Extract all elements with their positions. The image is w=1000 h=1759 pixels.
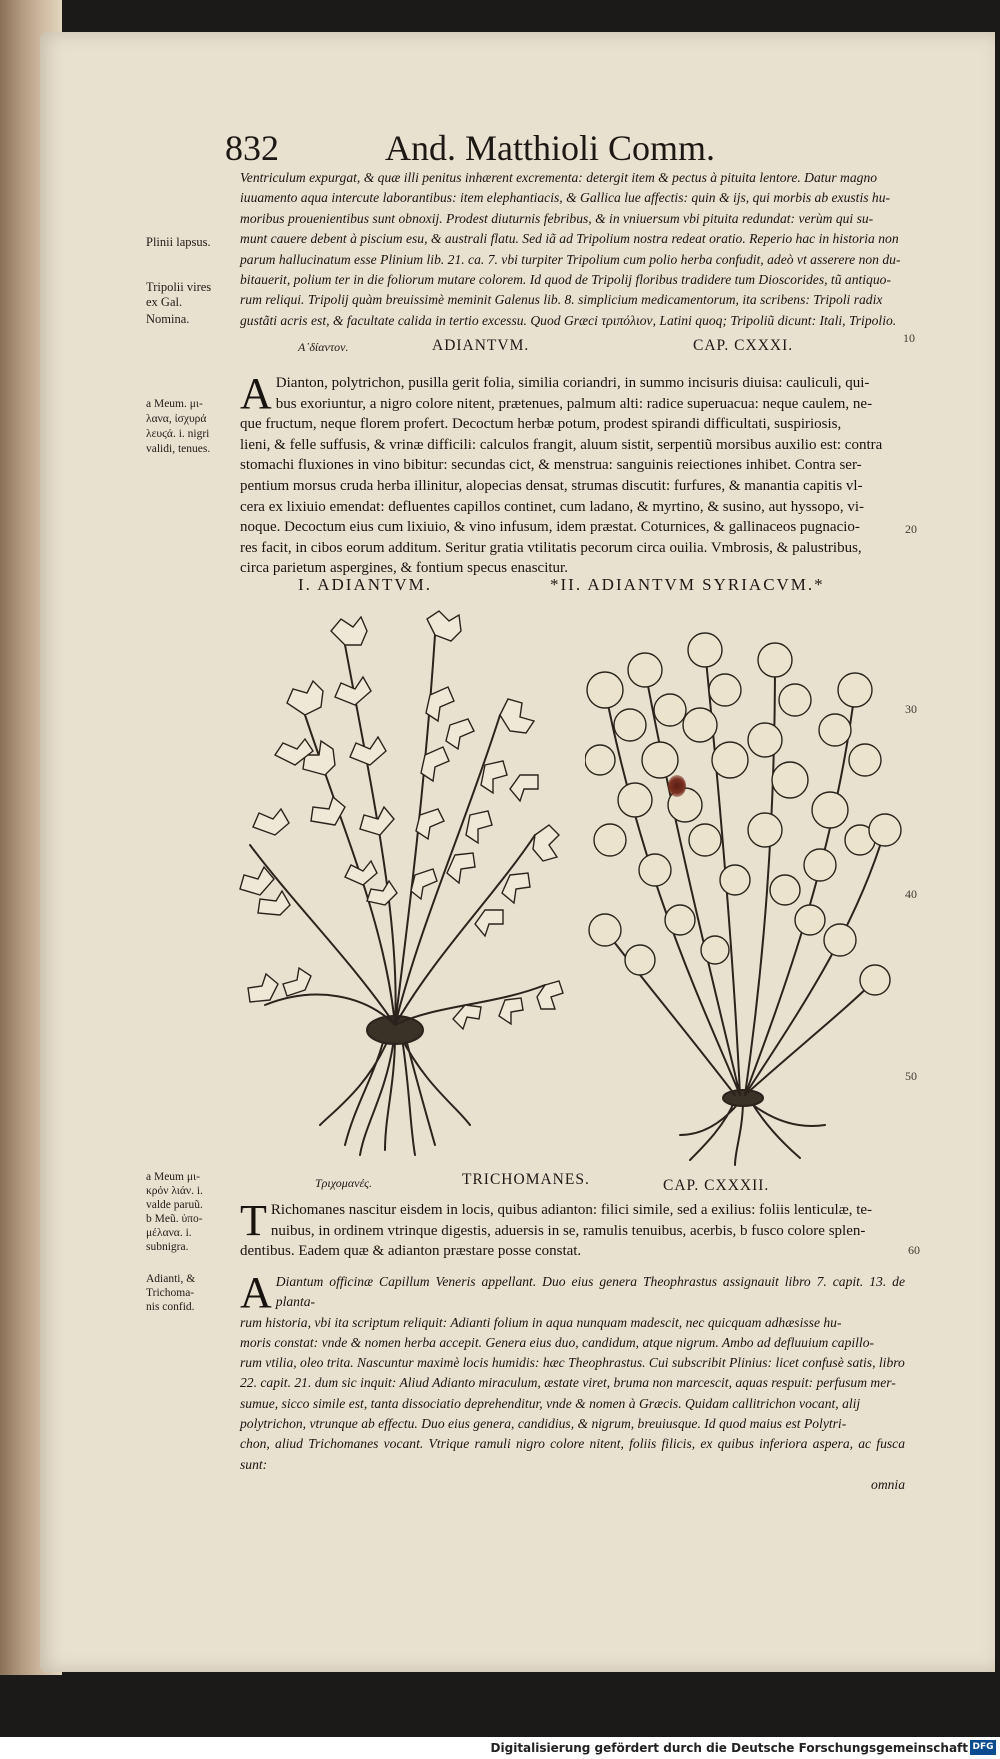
text-line: dentibus. Eadem quæ & adianton præstare posse constat. — [240, 1243, 582, 1260]
text-line: munt cauere debent à piscium esu, & australi flatu. Sed iã ad Tripolium nostra redeat oratio. Reperio hac in historia non — [240, 231, 899, 247]
text-line: circa parietum aspergines, & fontium specus enascitur. — [240, 560, 568, 577]
text-line: rum vtilia, oleo trita. Nascuntur maximè locis humidis: hæc Theophrastus. Cui subscribit Plinius: licet confusè satis, libro — [240, 1355, 905, 1371]
margin-line: Adianti, & — [146, 1273, 196, 1285]
chapter-cap-number: CAP. CXXXII. — [663, 1177, 770, 1194]
digitization-footer — [0, 1737, 1000, 1759]
text-line: polytrichon, vtrunque ab effectu. Duo eius genera, candidius, & nigrum, breuiusque. Id quod maius est Polytri- — [240, 1416, 847, 1432]
margin-note-meum-microm — [146, 1170, 246, 1254]
text-line: moris constat: vnde & nomen herba accepit. Genera eius duo, candidum, atque nigrum. Ambo ad defluuium capillo- — [240, 1334, 875, 1350]
figure-label-adiantum: I. ADIANTVM. — [298, 575, 433, 594]
chapter-title: ADIANTVM. — [432, 337, 530, 354]
top-text-block — [240, 168, 905, 331]
chapter-greek-title: Α᾽δίαντον. — [298, 340, 349, 354]
margin-note-nomina: Nomina. — [146, 312, 190, 326]
text-line: nuibus, in ordinem vtrinque digestis, aduersis in se, ramulis tenuibus, acerbis, b fusco colore splen- — [270, 1222, 866, 1239]
margin-line: subnigra. — [146, 1241, 189, 1253]
line-number: 60 — [908, 1243, 920, 1257]
margin-line: Trichoma- — [146, 1287, 195, 1299]
text-line: stomachi fluxiones in vino bibitur: secundas cict, & menstrua: sanguinis reiectiones inhibet. Contra ser- — [240, 457, 862, 474]
dfg-logo: DFG — [970, 1740, 996, 1755]
text-line: que fructum, neque florem profert. Decoctum herbæ potum, prodest spirandi difficultati, suspiriosis, — [240, 416, 842, 433]
text-line: gustãti acris est, & facultate calida in tertio excessu. Quod Græci τριπόλιον, Latini quoq; Tripoliũ dicunt: Itali, Tripolio. — [240, 312, 897, 328]
line-number: 50 — [905, 1069, 917, 1083]
text-line: parum hallucinatum esse Plinium lib. 21. ca. 7. vbi turpiter Tripolium cum polio herba confudit, adeò vt asserere non du- — [240, 251, 901, 267]
dropcap: A — [240, 1268, 272, 1317]
margin-line: validi, tenues. — [146, 443, 211, 455]
text-line: Dianton, polytrichon, pusilla gerit folia, similia coriandri, in summo incisuris diuisa: cauliculi, qui- — [275, 375, 870, 391]
margin-note-tripolii: Tripolii vires ex Gal. — [146, 280, 212, 309]
text-line: Richomanes nascitur eisdem in locis, quibus adianton: filici simile, sed a exilius: foliis lenticulæ, te- — [270, 1202, 873, 1218]
ink-stain — [668, 775, 686, 797]
text-line: pentium morsus cruda herba illinitur, alopecias densat, strumas discutit: furfures, & manantia capitis vl- — [240, 477, 863, 494]
text-line: bitauerit, polium ter in die foliorum mutare colorem. Id quod de Tripolij floribus tradidere tum Dioscorides, tũ antiquo- — [240, 272, 891, 288]
text-line: Diantum officinæ Capillum Veneris appellant. Duo eius genera Theophrastus assignauit libro 7. capit. 13. de planta- — [275, 1274, 905, 1310]
text-line: sumue, sicco simile est, tanta dissociatio deprehenditur, vnde & nomen à Græcis. Quidam callitrichon vocant, alij — [240, 1395, 861, 1411]
line-number: 40 — [905, 887, 917, 901]
margin-line: λανα, ἰσχυρά — [146, 413, 207, 425]
margin-line: b Meũ. ὑπο- — [146, 1213, 203, 1225]
text-line: lieni, & felle suffusis, & vrinæ difficili: calculos frangit, aluum sistit, serpentiũ morsibus auxilio est: contra — [240, 436, 883, 453]
text-line: chon, aliud Trichomanes vocant. Vtrique ramuli nigro colore nitent, foliis filicis, ex quibus inferiora aspera, ac fusca sunt: — [240, 1436, 905, 1472]
text-line: iuuamento aqua intercute laborantibus: item elephantiacis, & Gallica lue affectis: quin & ijs, qui morbis ab exustis hu- — [240, 190, 891, 206]
text-line: res facit, in cibos eorum additum. Seritur gratia vtilitatis pecorum circa ouilia. Vmbrosis, & palustribus, — [240, 539, 862, 556]
chapter-cap-number: CAP. CXXXI. — [693, 337, 794, 354]
margin-line: valde paruũ. — [146, 1199, 203, 1211]
chapter-132-text — [240, 1196, 905, 1262]
commentary-text — [240, 1268, 905, 1495]
margin-line: κρόν λιάν. i. — [146, 1185, 203, 1197]
text-line: noque. Decoctum eius cum lixiuio, & vino infusum, idem præstat. Coturnices, & gallinaceos pugnacio- — [240, 519, 860, 536]
line-number: 10 — [903, 331, 915, 345]
adiantum-woodcut-illustration — [235, 605, 575, 1165]
chapter-131-text — [240, 369, 905, 579]
margin-line: a Meum μι- — [146, 1171, 200, 1183]
page-number: 832 — [225, 128, 279, 168]
margin-line: λευϛά. i. nigri — [146, 428, 210, 440]
chapter-title: TRICHOMANES. — [462, 1171, 590, 1188]
footer-credit: Digitalisierung gefördert durch die Deutsche Forschungsgemeinschaft — [490, 1741, 968, 1755]
margin-line: a Meum. μι- — [146, 398, 203, 410]
margin-note-meum — [146, 397, 246, 457]
chapter-greek-title: Τριχομανές. — [315, 1176, 373, 1190]
text-line: cera ex lixiuio emendat: defluentes capillos continet, cum ladano, & myrtino, & susino, aut hyssopo, vi- — [240, 498, 865, 515]
line-number: 30 — [905, 702, 917, 716]
figure-label-adiantum-syriacum: *II. ADIANTVM SYRIACVM.* — [550, 575, 825, 594]
text-line: bus exoriuntur, a nigro colore nitent, prætenues, palmum alti: radice superuacua: neque caulem, ne- — [275, 395, 873, 412]
leaflet-cluster — [240, 681, 345, 1002]
text-line: 22. capit. 21. dum sic inquit: Aliud Adianto miraculum, æstate viret, bruma non marcescit, aquas respuit: perfusum mer- — [240, 1375, 896, 1391]
margin-note-confid — [146, 1272, 246, 1314]
text-line: moribus prouenientibus sunt obnoxij. Prodest diuturnis febribus, & in vniuersum vbi pituita redundat: verùm qui su- — [240, 210, 874, 226]
dropcap: T — [240, 1196, 267, 1245]
text-line: rum historia, vbi ita scriptum reliquit: Adianti folium in aqua nunquam madescit, nec quicquam adhæsisse hu- — [240, 1314, 842, 1330]
adiantum-syriacum-woodcut-illustration — [585, 630, 905, 1170]
text-line: rum reliqui. Tripolij quàm breuissimè meminit Galenus lib. 8. simplicium medicamentorum, ita scribens: Tripoli radix — [240, 292, 883, 308]
leaflet-cluster — [331, 617, 397, 905]
line-number: 20 — [905, 522, 917, 536]
running-head: And. Matthioli Comm. — [385, 128, 716, 168]
dropcap: A — [240, 369, 272, 418]
margin-line: nis confid. — [146, 1301, 195, 1313]
margin-note-plinii: Plinii lapsus. — [146, 235, 211, 249]
text-line: Ventriculum expurgat, & quæ illi penitus inhærent excrementa: detergit item & pectus à pituita lentore. Datur magno — [240, 170, 878, 185]
margin-line: μέλανα. i. — [146, 1227, 192, 1239]
text-line: omnia — [871, 1476, 905, 1492]
